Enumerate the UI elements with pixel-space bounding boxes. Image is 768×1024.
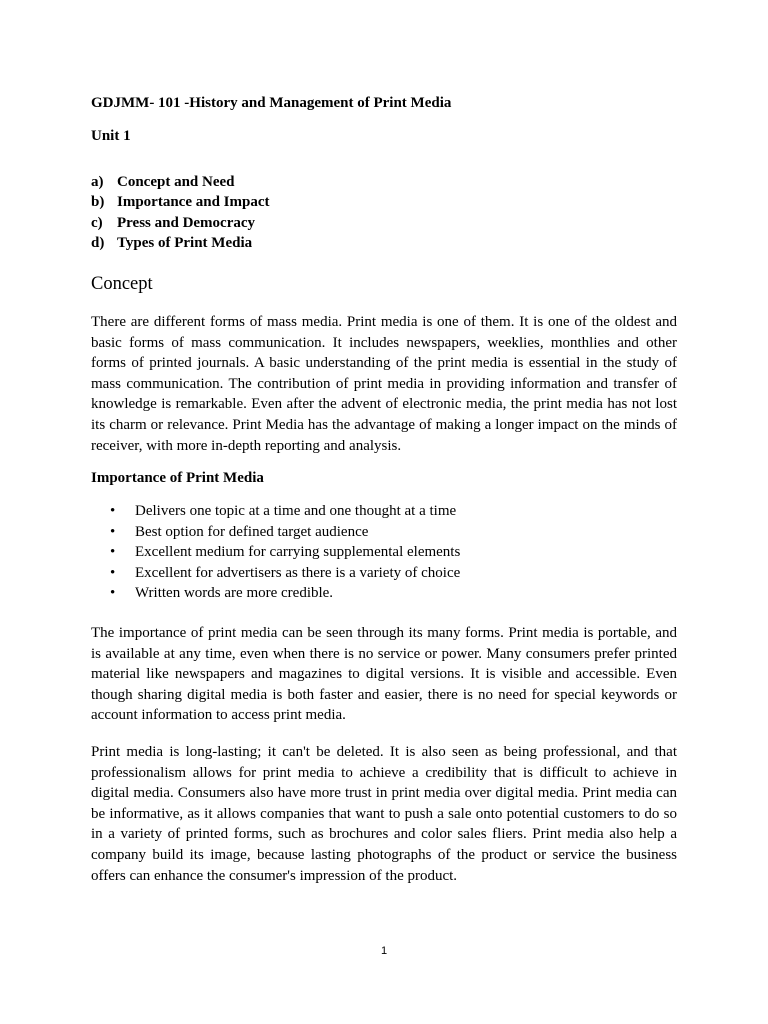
bullet-text: Delivers one topic at a time and one thought at a time	[135, 503, 457, 519]
bullet-text: Best option for defined target audience	[135, 523, 369, 540]
importance-bullet-list	[91, 501, 460, 604]
toc-marker: a)	[91, 174, 104, 190]
importance-heading: Importance of Print Media	[91, 470, 264, 486]
bullet-text: Excellent for advertisers as there is a variety of choice	[135, 564, 461, 581]
toc-item	[91, 172, 270, 192]
bullet-item	[91, 563, 460, 584]
bullet-item	[91, 522, 460, 543]
concept-heading: Concept	[91, 274, 153, 294]
course-title: GDJMM- 101 -History and Management of Print Media	[91, 95, 452, 111]
bullet-icon: •	[110, 564, 116, 581]
bullet-item	[91, 542, 460, 563]
toc-marker: b)	[91, 194, 105, 211]
importance-paragraph: The importance of print media can be seen through its many forms. Print media is portable, and is available at any time, even when there is no service or power. Many consumers prefer printed material like newspapers and magazines to digital versions. It is visible and accessible. Even though sharing digital media is both faster and easier, there is no need for special keywords or account information to access print media.	[91, 625, 677, 724]
bullet-icon: •	[110, 585, 116, 602]
bullet-text: Written words are more credible.	[135, 585, 334, 602]
bullet-text: Excellent medium for carrying supplemental elements	[135, 544, 461, 561]
toc-label: Types of Print Media	[117, 234, 253, 251]
toc-item	[91, 192, 270, 212]
toc-marker: c)	[91, 214, 103, 231]
toc-label: Concept and Need	[117, 174, 235, 190]
page-number: 1	[380, 945, 388, 957]
toc-label: Press and Democracy	[117, 214, 256, 231]
toc-item	[91, 233, 270, 253]
bullet-icon: •	[110, 503, 116, 519]
bullet-icon: •	[110, 544, 116, 561]
bullet-icon: •	[110, 523, 116, 540]
bullet-item	[91, 501, 460, 522]
concept-paragraph: There are different forms of mass media. Print media is one of them. It is one of the oldest and basic forms of mass communication. It includes newspapers, weeklies, monthlies and other forms of printed journals. A basic understanding of the print media is essential in the study of mass communication. The contribution of print media in providing information and transfer of knowledge is remarkable. Even after the advent of electronic media, the print media has not lost its charm or relevance. Print Media has the advantage of making a longer impact on the minds of receiver, with more in-depth reporting and analysis.	[91, 314, 677, 454]
toc-item	[91, 213, 270, 233]
toc-marker: d)	[91, 234, 105, 251]
toc-label: Importance and Impact	[117, 194, 270, 211]
bullet-item	[91, 583, 460, 604]
longevity-paragraph: Print media is long-lasting; it can't be deleted. It is also seen as being professional, and that professionalism allows for print media to achieve a credibility that is difficult to achieve in digital media. Consumers also have more trust in print media over digital media. Print media can be informative, as it allows companies that want to push a sale onto potential customers to do so in a variety of printed forms, such as brochures and color sales fliers. Print media also help a company build its image, because lasting photographs of the product or service the business offers can enhance the consumer's impression of the product.	[91, 744, 677, 884]
unit-label: Unit 1	[91, 128, 131, 144]
unit-topics-list	[91, 172, 270, 253]
